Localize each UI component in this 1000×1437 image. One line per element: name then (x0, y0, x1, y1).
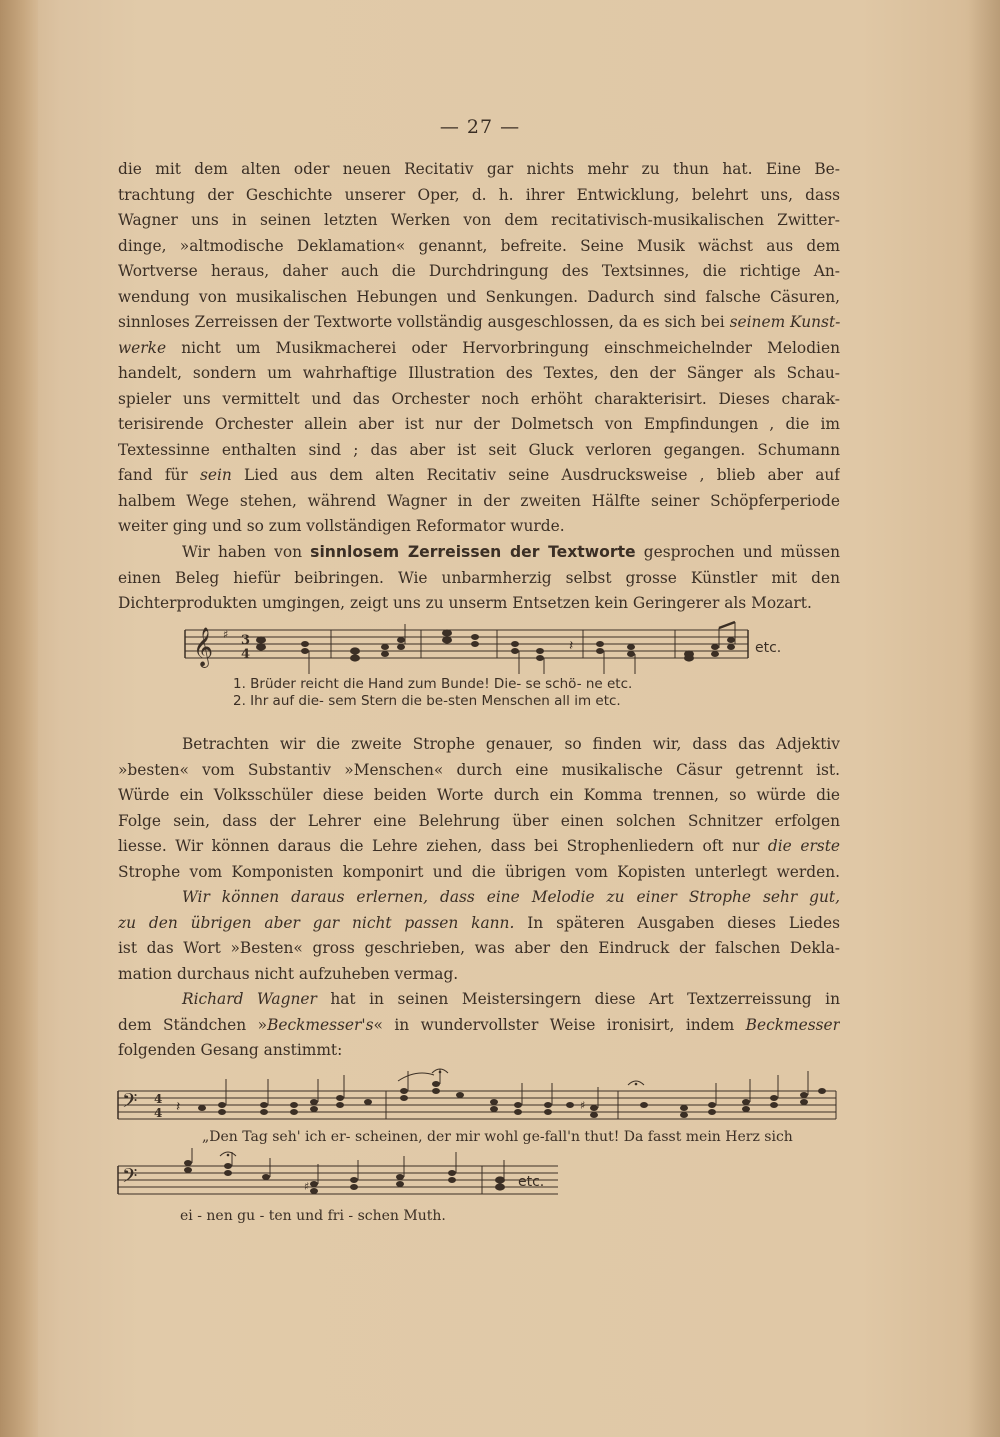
lyrics-wagner-2: ei - nen gu - ten und fri - schen Muth. (180, 1208, 446, 1224)
lyrics-wagner-1: „Den Tag seh' ich er- scheinen, der mir wohl ge-fall'n thut! Da fasst mein Herz sich (202, 1129, 793, 1145)
rest-icon: 𝄽 (176, 1099, 181, 1115)
italic-run: zu den übrigen aber gar nicht passen kann. (118, 913, 515, 932)
music-example-mozart (185, 624, 785, 714)
sharp-icon: ♯ (304, 1180, 310, 1193)
text-line: Wortverse heraus, daher auch die Durchdringung des Textsinnes, die richtige An- (118, 262, 840, 280)
lyrics-verse-2: 2. Ihr auf die- sem Stern die be-sten Menschen all im etc. (233, 693, 621, 709)
text-run: « in wundervollster Weise ironisirt, indem (373, 1015, 746, 1034)
etc-label: etc. (755, 640, 782, 656)
paragraph-3 (118, 732, 840, 1064)
text-line: die mit dem alten oder neuen Recitativ gar nichts mehr zu thun hat. Eine Be- (118, 160, 840, 178)
music-example-wagner-2 (118, 1150, 568, 1230)
text-run: nicht um Musikmacherei oder Hervorbringung einschmeichelnder Melodien (166, 338, 840, 357)
text-line: Betrachten wir die zweite Strophe genauer, so finden wir, dass das Adjektiv (182, 735, 840, 753)
text-line (118, 987, 840, 1013)
text-run: sinnloses Zerreissen der Textworte vollständig ausgeschlossen, da es sich bei (118, 313, 730, 331)
text-line (118, 834, 840, 860)
text-line (118, 463, 840, 489)
paragraph-1 (118, 157, 840, 540)
text-line (118, 885, 840, 911)
staff-wagner-2 (118, 1150, 568, 1210)
text-line: ist das Wort »Besten« gross geschrieben, was aber den Eindruck der falschen Dekla- (118, 939, 840, 957)
text-line: Strophe vom Komponisten komponirt und die übrigen vom Kopisten unterlegt werden. (118, 862, 840, 881)
text-run: Wir haben von (182, 543, 311, 561)
bold-run: sinnlosem Zerreissen der Textworte (310, 543, 636, 561)
text-line: einen Beleg hiefür beibringen. Wie unbarmherzig selbst grosse Künstler mit den (118, 568, 840, 587)
italic-run: sein (199, 466, 232, 484)
italic-run: die erste (767, 837, 840, 855)
text-line: terisirende Orchester allein aber ist nur der Dolmetsch von Empfindungen , die im (118, 415, 840, 433)
text-run: fand für (118, 466, 200, 484)
italic-run: Richard Wagner (182, 990, 317, 1008)
etc-label: etc. (518, 1174, 545, 1190)
text-line (118, 540, 840, 566)
page-edge (968, 0, 1000, 1437)
sharp-icon: ♯ (223, 628, 229, 641)
time-signature-bottom: 4 (154, 1106, 163, 1120)
text-line: handelt, sondern um wahrhaftige Illustration des Textes, den der Sänger als Schau- (118, 364, 840, 382)
text-line: Dichterprodukten umgingen, zeigt uns zu unserm Entsetzen kein Geringerer als Mozart. (118, 594, 812, 612)
text-line: Wagner uns in seinen letzten Werken von dem recitativisch-musikalischen Zwitter- (118, 211, 840, 229)
treble-clef-icon: 𝄞 (193, 627, 214, 667)
text-line: folgenden Gesang anstimmt: (118, 1041, 343, 1059)
time-signature-top: 3 (241, 633, 251, 648)
lyrics-verse-1: 1. Brüder reicht die Hand zum Bunde! Die- se schö- ne etc. (233, 676, 633, 692)
book-spine (0, 0, 38, 1437)
text-line: weiter ging und so zum vollständigen Reformator wurde. (118, 517, 565, 535)
bass-clef-icon: 𝄢 (122, 1164, 138, 1192)
rest-icon: 𝄽 (569, 638, 574, 654)
text-run: hat in seinen Meistersingern diese Art Textzerreissung in (316, 990, 840, 1008)
text-line: trachtung der Geschichte unserer Oper, d. h. ihrer Entwicklung, belehrt uns, dass (118, 185, 840, 204)
text-line: mation durchaus nicht aufzuheben vermag. (118, 964, 459, 983)
text-line: wendung von musikalischen Hebungen und Senkungen. Dadurch sind falsche Cäsuren, (118, 287, 840, 306)
time-signature-top: 4 (154, 1092, 163, 1106)
italic-run: werke (118, 338, 167, 357)
text-run: gesprochen und müssen (635, 543, 840, 561)
music-example-wagner-1 (118, 1075, 848, 1150)
page-number: — 27 — (439, 116, 521, 138)
text-run: dem Ständchen » (118, 1015, 268, 1034)
italic-run: Beckmesser's (267, 1015, 374, 1034)
text-line: »besten« vom Substantiv »Menschen« durch eine musikalische Cäsur getrennt ist. (118, 760, 840, 779)
text-line: halbem Wege stehen, während Wagner in der zweiten Hälfte seiner Schöpferperiode (118, 491, 840, 510)
text-line (118, 310, 840, 336)
paragraph-2 (118, 540, 840, 617)
italic-run: seinem Kunst- (729, 313, 840, 331)
sharp-icon: ♯ (580, 1099, 586, 1112)
text-line: Folge sein, dass der Lehrer eine Belehrung über einen solchen Schnitzer erfolgen (118, 811, 840, 830)
text-line (118, 336, 840, 362)
text-run: liesse. Wir können daraus die Lehre ziehen, dass bei Strophenliedern oft nur (118, 837, 768, 855)
italic-run: Wir können daraus erlernen, dass eine Melodie zu einer Strophe sehr gut, (182, 888, 840, 906)
text-run: Lied aus dem alten Recitativ seine Ausdrucksweise , blieb aber auf (231, 466, 840, 484)
text-line (118, 911, 840, 937)
bass-clef-icon: 𝄢 (122, 1089, 138, 1117)
text-line: dinge, »altmodische Deklamation« genannt, befreite. Seine Musik wächst aus dem (118, 236, 840, 255)
text-line: spieler uns vermittelt und das Orchester noch erhöht charakterisirt. Dieses charak- (118, 389, 840, 408)
text-line: Textessinne enthalten sind ; das aber ist seit Gluck verloren gegangen. Schumann (118, 440, 840, 459)
text-line: Würde ein Volksschüler diese beiden Worte durch ein Komma trennen, so würde die (118, 786, 840, 804)
slur-icon (398, 1073, 434, 1081)
text-line (118, 1013, 840, 1039)
text-run: In späteren Ausgaben dieses Liedes (514, 913, 840, 932)
time-signature-bottom: 4 (241, 647, 251, 662)
italic-run: Beckmesser (745, 1015, 840, 1034)
